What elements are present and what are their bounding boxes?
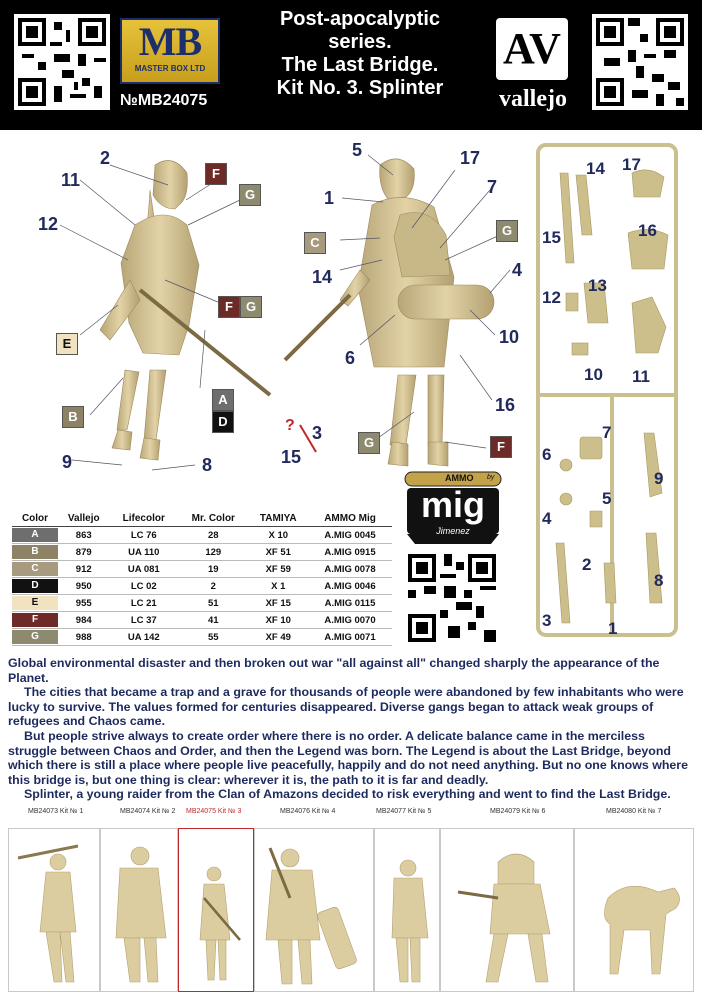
callout-4: 4: [512, 260, 523, 280]
series-figures: [8, 828, 694, 992]
part-number: 13: [588, 276, 607, 295]
series-kit-label[interactable]: MB24076 Kit № 4: [280, 808, 336, 815]
series-kit-label-current[interactable]: MB24075 Kit № 3: [186, 808, 242, 815]
series-figure-kit-3: [200, 867, 240, 980]
color-cell-mrcolor: 41: [178, 612, 248, 629]
column-header: Mr. Color: [178, 510, 248, 527]
color-row: [12, 561, 392, 578]
ammo-mig-logo: [403, 470, 503, 545]
color-swatch: [12, 527, 58, 544]
series-figure-kit-2: [116, 847, 166, 982]
part-number: 8: [654, 571, 664, 590]
swatch-chip: E: [12, 596, 58, 610]
series-kit-label[interactable]: MB24079 Kit № 6: [490, 808, 546, 815]
color-cell-ammo: A.MIG 0915: [308, 544, 392, 561]
paint-badge-d: D: [212, 411, 234, 433]
color-row: [12, 629, 392, 646]
color-cell-lifecolor: LC 37: [109, 612, 178, 629]
ammo-main-text: mig: [420, 484, 485, 525]
sprue-frame: [536, 143, 678, 640]
color-cell-tamiya: XF 15: [248, 595, 308, 612]
color-cell-ammo: A.MIG 0115: [308, 595, 392, 612]
callout-14: 14: [312, 267, 333, 287]
color-swatch: [12, 561, 58, 578]
swatch-chip: B: [12, 545, 58, 559]
color-cell-vallejo: 955: [58, 595, 109, 612]
qr-code-left[interactable]: [14, 14, 110, 110]
color-cell-mrcolor: 19: [178, 561, 248, 578]
paint-badge-g: G: [240, 296, 262, 318]
color-cell-lifecolor: UA 110: [109, 544, 178, 561]
color-swatch: [12, 595, 58, 612]
paint-badge-b: B: [62, 406, 84, 428]
product-title: [250, 8, 470, 100]
color-cell-vallejo: 879: [58, 544, 109, 561]
kit-number: №MB24075: [120, 92, 208, 109]
color-cell-vallejo: 988: [58, 629, 109, 646]
paint-badge-a: A: [212, 389, 234, 411]
color-row: [12, 527, 392, 544]
part-number: 9: [654, 469, 664, 488]
callout-9: 9: [62, 452, 73, 472]
part-number: 11: [632, 367, 650, 386]
part-number: 6: [542, 445, 552, 464]
callout-15: 15: [281, 447, 302, 467]
series-kit-label[interactable]: MB24080 Kit № 7: [606, 808, 662, 815]
paint-badge-g: G: [358, 432, 380, 454]
master-box-logo: [120, 18, 220, 84]
back-view-figure: [340, 159, 494, 466]
part-number: 3: [542, 611, 552, 630]
vallejo-name: vallejo: [499, 86, 567, 112]
color-cell-mrcolor: 28: [178, 527, 248, 544]
ammo-sub-text: Jimenez: [436, 526, 470, 536]
paint-badge-g: G: [239, 184, 261, 206]
assembly-diagram: [0, 130, 530, 490]
header-bar: [0, 0, 702, 130]
callout-6: 6: [345, 348, 356, 368]
part-number: 1: [608, 619, 618, 638]
color-cell-tamiya: XF 49: [248, 629, 308, 646]
color-cell-lifecolor: LC 02: [109, 578, 178, 595]
part-number: 17: [622, 155, 641, 174]
color-swatch: [12, 629, 58, 646]
part-number: 14: [586, 159, 605, 178]
color-cell-ammo: A.MIG 0046: [308, 578, 392, 595]
parts-sprue: [536, 143, 678, 640]
swatch-chip: C: [12, 562, 58, 576]
series-figure-kit-6: [458, 854, 550, 982]
callout-11: 11: [61, 170, 81, 190]
callout-5: 5: [352, 140, 363, 160]
part-number: 15: [542, 228, 561, 247]
color-cell-mrcolor: 129: [178, 544, 248, 561]
color-cell-ammo: A.MIG 0071: [308, 629, 392, 646]
callout-7: 7: [487, 177, 498, 197]
rifle-back: [285, 295, 350, 360]
part-number: 10: [584, 365, 603, 384]
color-cell-lifecolor: LC 21: [109, 595, 178, 612]
column-header: AMMO Mig: [308, 510, 392, 527]
series-figure-kit-4: [266, 848, 358, 984]
ammo-top-text: AMMO: [445, 473, 474, 483]
callout-8: 8: [202, 455, 213, 475]
vallejo-av-logo: AV: [496, 18, 568, 80]
callout-3: 3: [312, 423, 323, 443]
color-cell-vallejo: 912: [58, 561, 109, 578]
color-cell-ammo: A.MIG 0078: [308, 561, 392, 578]
series-kit-label[interactable]: MB24074 Kit № 2: [120, 808, 176, 815]
column-header: Color: [12, 510, 58, 527]
column-header: TAMIYA: [248, 510, 308, 527]
color-cell-tamiya: XF 59: [248, 561, 308, 578]
callout-12: 12: [38, 214, 59, 234]
part-number: 4: [542, 509, 552, 528]
question-mark: ?: [285, 417, 295, 434]
story-paragraph: But people strive always to create order where there is no order. A delicate balance came in the merciless struggle between Chaos and Order, and then the Legend was born. The Legend is about the Last Bridge, beyond which there is still a place where people live peacefully, happily and do not need anything. But no one knows where this bridge is, but one thing is clear: wherever it is, the path to it is far and deadly.: [8, 728, 689, 787]
swatch-chip: A: [12, 528, 58, 542]
paint-badge-g: G: [496, 220, 518, 242]
ammo-by-text: by: [487, 474, 495, 481]
color-cell-tamiya: X 10: [248, 527, 308, 544]
color-cell-lifecolor: LC 76: [109, 527, 178, 544]
color-cell-vallejo: 863: [58, 527, 109, 544]
paint-badge-f: F: [490, 436, 512, 458]
swatch-chip: G: [12, 630, 58, 644]
paint-badge-f: F: [205, 163, 227, 185]
title-line: series.: [328, 31, 392, 53]
swatch-chip: D: [12, 579, 58, 593]
paint-color-table: [12, 510, 392, 646]
series-kit-label[interactable]: MB24073 Kit № 1: [28, 808, 84, 815]
callout-1: 1: [324, 188, 335, 208]
series-figure-kit-5: [392, 860, 428, 982]
callout-2: 2: [100, 148, 111, 168]
color-cell-tamiya: X 1: [248, 578, 308, 595]
series-figure-kit-1: [18, 846, 78, 982]
color-cell-mrcolor: 51: [178, 595, 248, 612]
swatch-chip: F: [12, 613, 58, 627]
title-line: The Last Bridge.: [281, 54, 439, 76]
story-text: [8, 656, 694, 802]
callout-10: 10: [499, 327, 520, 347]
color-cell-tamiya: XF 51: [248, 544, 308, 561]
color-row: [12, 595, 392, 612]
part-number: 5: [602, 489, 612, 508]
part-number: 16: [638, 221, 657, 240]
color-cell-tamiya: XF 10: [248, 612, 308, 629]
front-view-figure: [100, 161, 199, 461]
color-row: [12, 544, 392, 561]
paint-badge-c: C: [304, 232, 326, 254]
color-cell-ammo: A.MIG 0045: [308, 527, 392, 544]
paint-badge-f: F: [218, 296, 240, 318]
series-strip: [8, 808, 694, 992]
color-row: [12, 578, 392, 595]
color-cell-vallejo: 984: [58, 612, 109, 629]
paint-badge-e: E: [56, 333, 78, 355]
color-cell-lifecolor: UA 142: [109, 629, 178, 646]
color-cell-mrcolor: 2: [178, 578, 248, 595]
color-swatch: [12, 544, 58, 561]
color-row: [12, 612, 392, 629]
callout-16: 16: [495, 395, 516, 415]
story-paragraph: Splinter, a young raider from the Clan of Amazons decided to risk everything and went to find the Last Bridge.: [24, 787, 671, 802]
brand-logo-text: MB: [138, 19, 202, 64]
color-cell-ammo: A.MIG 0070: [308, 612, 392, 629]
color-cell-lifecolor: UA 081: [109, 561, 178, 578]
qr-code-right[interactable]: [592, 14, 688, 110]
color-swatch: [12, 612, 58, 629]
color-cell-vallejo: 950: [58, 578, 109, 595]
qr-code-ammo[interactable]: [404, 550, 500, 646]
title-line: Post-apocalyptic: [279, 8, 441, 30]
title-line: Kit No. 3. Splinter: [276, 77, 444, 99]
column-header: Vallejo: [58, 510, 109, 527]
color-cell-mrcolor: 55: [178, 629, 248, 646]
column-header: Lifecolor: [109, 510, 178, 527]
brand-subtitle: MASTER BOX LTD: [134, 64, 206, 73]
story-paragraph: Global environmental disaster and then broken out war "all against all" changed sharply the appearance of the Planet.: [8, 656, 660, 685]
part-number: 2: [582, 555, 592, 574]
series-kit-label[interactable]: MB24077 Kit № 5: [376, 808, 432, 815]
part-number: 12: [542, 288, 561, 307]
story-paragraph: The cities that became a trap and a grave for thousands of people were abandoned by few inhabitants who were lucky to survive. The values formed for centuries disappeared. Diverse gangs began to attack weak groups of refugees and Chaos came.: [8, 685, 684, 729]
color-swatch: [12, 578, 58, 595]
series-figure-kit-7-dog: [604, 886, 679, 974]
table-header-row: [12, 510, 392, 527]
callout-17: 17: [460, 148, 481, 168]
part-number: 7: [602, 423, 612, 442]
